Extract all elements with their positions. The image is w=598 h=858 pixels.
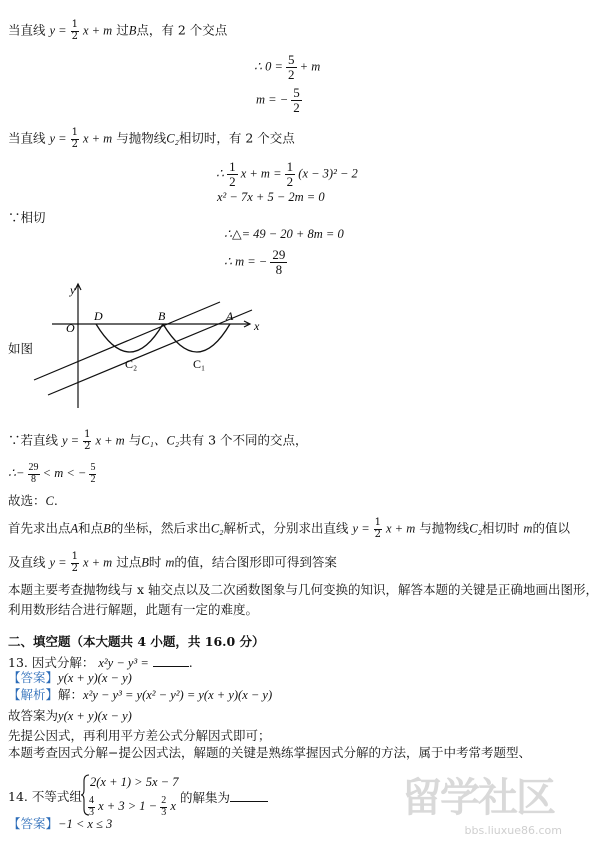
q14-num: 14. 不等式组 (8, 789, 82, 804)
label-a: A (226, 309, 234, 323)
label-c2: C₂ (125, 357, 138, 371)
q14-ineq-1: 2(x + 1) > 5x − 7 (90, 775, 179, 789)
answer-blank-14 (230, 791, 268, 802)
q13-question: 13. 因式分解： x²y − y³ = . (8, 655, 193, 670)
q14-post: 的解集为 (180, 791, 268, 805)
equation-tangent: ∴ $\frac{1}{2}$ x + m = $\frac{1}{2}$ (x − 3)² − 2 (216, 159, 358, 190)
method-summary-1: 首先求出点A和点B的坐标，然后求出C₂解析式，分别求出直线 y = $\frac{1}{2}$ x + m 与抛物线C₂相切时 m的值以 (8, 517, 570, 540)
equation-zero: ∴ 0 = $\frac{5}{2}$ + m (254, 52, 321, 83)
comment-line-1: 本题主要考查抛物线与 x 轴交点以及二次函数图象与几何变换的知识，解答本题的关键是正确地画出图形， (8, 582, 598, 597)
range-of-m: ∴− $\frac{29}{8}$ < m < − $\frac{5}{2}$ (8, 462, 96, 485)
comment-line-2: 利用数形结合进行解题，此题有一定的难度。 (8, 602, 259, 617)
q14-answer: 【答案】−1 < x ≤ 3 (8, 816, 113, 831)
answer-blank (153, 656, 189, 667)
label-o: O (66, 321, 75, 335)
label-c1: C₁ (193, 357, 206, 371)
equation-m-tangent: ∴ m = − $\frac{29}{8}$ (224, 247, 286, 278)
para-tangent: 当直线 y = $\frac{1}{2}$ x + m 与抛物线C₂相切时，有 2 个交点 (8, 127, 295, 150)
figure-caption: 如图 (8, 341, 34, 356)
q13-note-2: 本题考查因式分解−提公因式法，解题的关键是熟练掌握因式分解的方法，属于中考常考题型、 (8, 745, 531, 760)
choice-answer: 故选：C. (8, 493, 58, 508)
method-summary-2: 及直线 y = $\frac{1}{2}$ x + m 过点B时 m的值，结合图形即可得到答案 (8, 551, 337, 574)
section-title: 二、填空题（本大题共 4 小题，共 16.0 分） (8, 634, 265, 649)
equation-quadratic: x² − 7x + 5 − 2m = 0 (217, 190, 325, 204)
equation-discriminant: ∴△= 49 − 20 + 8m = 0 (224, 227, 344, 241)
para-three-intersections: ∵若直线 y = $\frac{1}{2}$ x + m 与C₁、C₂共有 3 个不同的交点， (8, 429, 308, 452)
label-y: y (70, 283, 76, 297)
because-tangent: ∵相切 (8, 210, 46, 225)
watermark-logo: 留学社区 bbs.liuxue86.com (402, 775, 562, 837)
para-line-through-B: 当直线 y = $\frac{1}{2}$ x + m 过B点，有 2 个交点 (8, 19, 228, 42)
parabola-c2 (96, 324, 163, 352)
parabola-c1 (163, 324, 230, 352)
label-d: D (94, 309, 103, 323)
q13-answer: 【答案】y(x + y)(x − y) (8, 670, 132, 685)
equation-m-value: m = − $\frac{5}{2}$ (256, 85, 300, 116)
q14-ineq-2: $\frac{4}{3}$ x + 3 > 1 − $\frac{2}{3}$ x (89, 795, 176, 818)
q13-note-1: 先提公因式，再利用平方差公式分解因式即可； (8, 728, 271, 743)
q13-analysis: 【解析】解：x²y − y³ = y(x² − y²) = y(x + y)(x − y) (8, 687, 273, 702)
parabola-figure (30, 280, 270, 410)
label-x: x (254, 319, 260, 333)
label-b: B (158, 309, 166, 323)
q13-therefore: 故答案为y(x + y)(x − y) (8, 708, 132, 723)
